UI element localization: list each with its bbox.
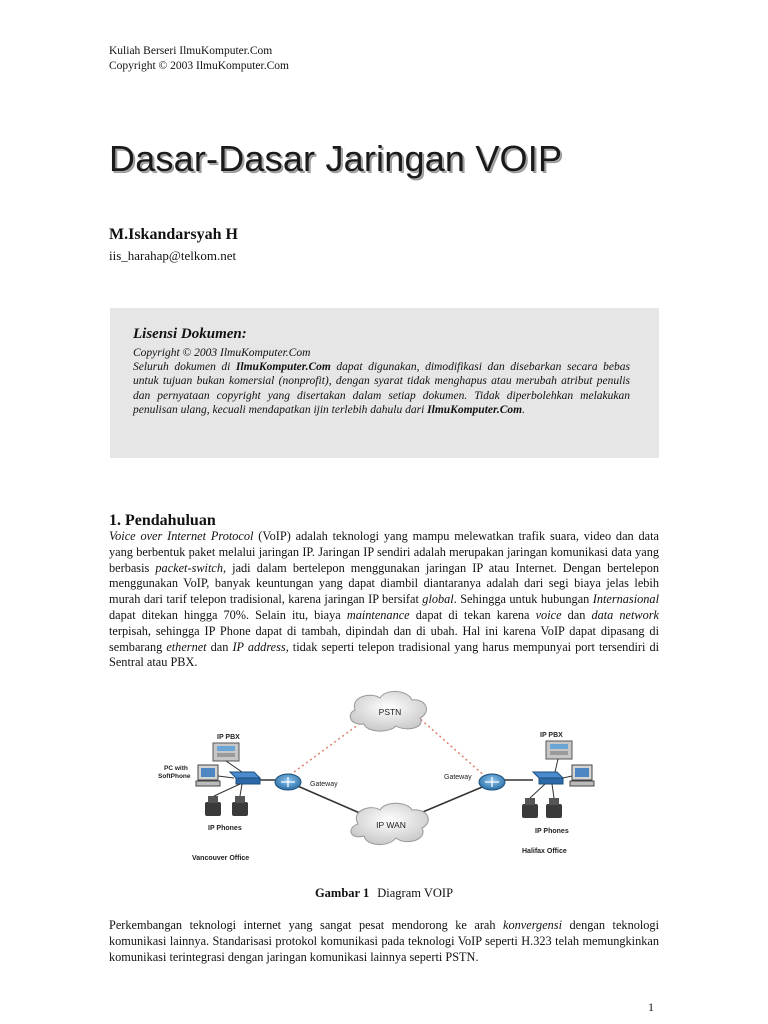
link-wan-right (418, 785, 487, 814)
license-box (110, 308, 659, 458)
document-title: Dasar-Dasar Jaringan VOIP (109, 138, 563, 179)
office-right-label: Halifax Office (522, 848, 567, 855)
pc-right-icon (570, 765, 594, 786)
caption-text: Diagram VOIP (377, 886, 454, 900)
link-pstn-right (417, 716, 487, 778)
ipphone-right-2-icon (546, 798, 562, 818)
gateway-left-label: Gateway (310, 781, 338, 788)
license-copyright: Copyright © 2003 IlmuKomputer.Com (133, 347, 311, 359)
pstn-label: PSTN (378, 707, 402, 717)
license-text: Seluruh dokumen di IlmuKomputer.Com dapat digunakan, dimodifikasi dan disebarkan secara bebas untuk tujuan bukan komersial (nonprofit), dengan syarat tidak menghapus atau merubah atribut penulis dan pernyataan copyright yang disertakan dalam setiap dokumen. Tidak diperbolehkan melakukan penulisan ulang, kecuali mendapatkan ijin terlebih dahulu dari IlmuKomputer.Com. (133, 361, 631, 416)
link-pstn-left (290, 716, 370, 775)
ipphones-right-label: IP Phones (535, 828, 569, 835)
gateway-right-router (479, 774, 505, 790)
ippbx-right-label: IP PBX (540, 732, 563, 739)
paragraph-convergence: Perkembangan teknologi internet yang sangat pesat mendorong ke arah konvergensi dengan teknologi komunikasi lainnya. Standarisasi protokol komunikasi pada teknologi VoIP seperti H.323 telah memungkinkan komunikasi terintegrasi dengan jaringan komunikasi lainnya seperti PSTN. (109, 918, 659, 964)
license-title: Lisensi Dokumen: (133, 326, 247, 342)
gateway-left-router (275, 774, 301, 790)
license-body (133, 346, 630, 417)
ipwan-label: IP WAN (376, 820, 406, 830)
caption-label: Gambar 1 (314, 886, 370, 900)
page-number: 1 (648, 1000, 654, 1014)
pc-label-2: SoftPhone (158, 773, 191, 780)
ipphone-left-2-icon (232, 796, 248, 816)
pc-label-1: PC with (164, 765, 188, 772)
ipphones-left-label: IP Phones (208, 825, 242, 832)
license-site-1: IlmuKomputer.Com (235, 361, 331, 374)
header-line-2: Copyright © 2003 IlmuKomputer.Com (109, 60, 289, 72)
ipphone-right-1-icon (522, 798, 538, 818)
ippbx-right-icon (546, 741, 572, 759)
ipphone-left-1-icon (205, 796, 221, 816)
switch-left-icon (230, 772, 260, 784)
paragraph-intro: Voice over Internet Protocol (VoIP) adalah teknologi yang mampu melewatkan trafik suara, video dan data yang berbentuk paket melalui jaringan IP. Jaringan IP sendiri adalah merupakan jaringan komunikasi data yang berbasis packet-switch, jadi dalam bertelepon menggunakan jaringan IP atau Internet. Dengan bertelepon menggunakan VoIP, banyak keuntungan yang dapat diambil diantaranya adalah dari segi biaya jelas lebih murah dari tarif telepon tradisional, karena jaringan IP bersifat global. Sehingga untuk hubungan Internasional dapat ditekan hingga 70%. Selain itu, biaya maintenance dapat di tekan karena voice dan data network terpisah, sehingga IP Phone dapat di tambah, dipindah dan di ubah. Hal ini karena VoIP dapat dipasang di sembarang ethernet dan IP address, tidak seperti telepon tradisional yang harus mempunyai port tersendiri di Sentral atau PBX. (109, 529, 660, 670)
gateway-right-label: Gateway (444, 774, 472, 781)
section-heading: 1. Pendahuluan (109, 512, 216, 529)
author-email: iis_harahap@telkom.net (109, 248, 237, 263)
office-left-label: Vancouver Office (192, 855, 250, 862)
author-name: M.Iskandarsyah H (109, 226, 238, 243)
link-wan-left (293, 784, 362, 814)
ippbx-left-label: IP PBX (217, 734, 240, 741)
license-site-2: IlmuKomputer.Com (427, 403, 523, 416)
page-header (109, 44, 289, 74)
switch-right-icon (533, 772, 563, 784)
header-line-1: Kuliah Berseri IlmuKomputer.Com (109, 45, 273, 57)
ippbx-left-icon (213, 743, 239, 761)
ipwan-cloud (351, 803, 428, 844)
figure-caption (0, 886, 768, 901)
pstn-cloud (350, 691, 426, 731)
pc-softphone-icon (196, 765, 220, 786)
voip-diagram (150, 688, 620, 863)
